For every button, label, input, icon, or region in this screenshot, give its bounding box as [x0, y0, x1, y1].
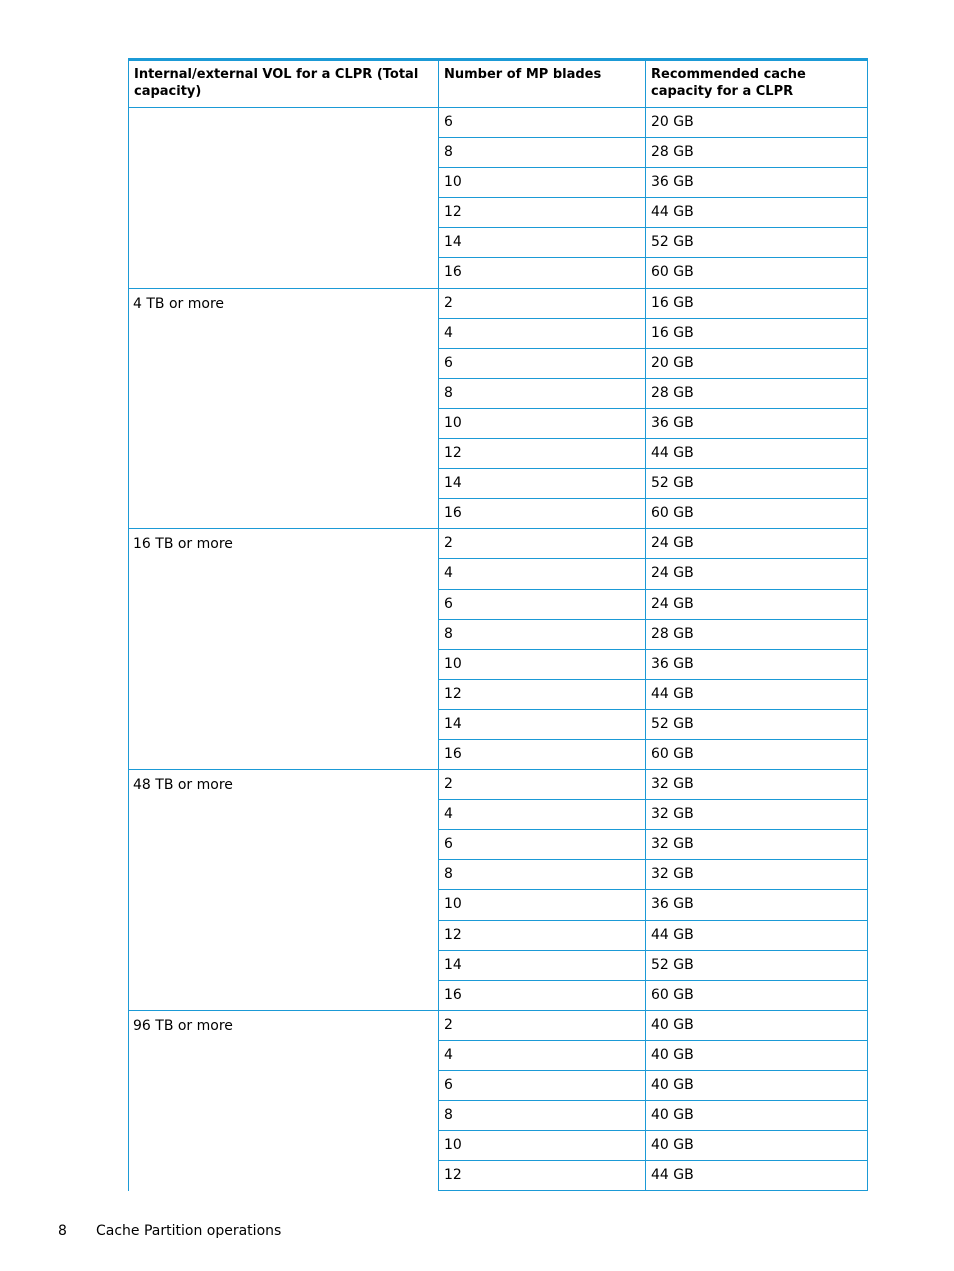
table-row: [439, 890, 868, 920]
cache-capacity-cell: 60 GB: [651, 505, 694, 522]
table-row: [439, 800, 868, 830]
capacity-cell: 48 TB or more: [128, 770, 439, 1011]
cache-capacity-cell: 32 GB: [651, 776, 694, 793]
table-row: [439, 409, 868, 439]
table-row: [439, 529, 868, 559]
mp-blades-cell: 4: [439, 800, 646, 829]
mp-blades-cell: 8: [439, 379, 646, 408]
mp-blades-cell: 16: [439, 740, 646, 769]
cache-capacity-cell: 16 GB: [651, 294, 694, 311]
mp-blades-cell: 12: [439, 439, 646, 468]
mp-blades-cell: 2: [439, 529, 646, 558]
mp-blades-cell: 4: [439, 559, 646, 588]
table-row: [439, 289, 868, 319]
table-body: [128, 108, 868, 1191]
table-row: [439, 1101, 868, 1131]
mp-blades-cell: 6: [439, 108, 646, 137]
table-row: [439, 439, 868, 469]
table-row: [439, 319, 868, 349]
cache-capacity-table: [128, 58, 868, 1191]
table-row: [439, 981, 868, 1011]
table-row: [439, 198, 868, 228]
mp-blades-cell: 14: [439, 469, 646, 498]
mp-blades-cell: 14: [439, 951, 646, 980]
cache-capacity-cell: 44 GB: [651, 1167, 694, 1184]
mp-blades-cell: 8: [439, 1101, 646, 1130]
cache-capacity-cell: 20 GB: [651, 354, 694, 371]
cache-capacity-cell: 40 GB: [651, 1046, 694, 1063]
table-row: [439, 1011, 868, 1041]
mp-blades-cell: 12: [439, 680, 646, 709]
capacity-cell: 16 TB or more: [128, 529, 439, 770]
cache-capacity-cell: 60 GB: [651, 986, 694, 1003]
capacity-group: [128, 108, 868, 289]
cache-capacity-cell: 52 GB: [651, 715, 694, 732]
capacity-cell: 96 TB or more: [128, 1011, 439, 1192]
table-row: [439, 921, 868, 951]
table-row: [439, 860, 868, 890]
table-row: [439, 1041, 868, 1071]
capacity-group: [128, 529, 868, 770]
blade-rows: [439, 529, 868, 770]
header-cache-capacity: Recommended cache capacity for a CLPR: [651, 67, 806, 99]
blade-rows: [439, 108, 868, 289]
cache-capacity-cell: 36 GB: [651, 655, 694, 672]
mp-blades-cell: 10: [439, 890, 646, 919]
cache-capacity-cell: 36 GB: [651, 174, 694, 191]
capacity-group: [128, 289, 868, 530]
mp-blades-cell: 10: [439, 650, 646, 679]
table-row: [439, 138, 868, 168]
mp-blades-cell: 12: [439, 198, 646, 227]
table-row: [439, 830, 868, 860]
cache-capacity-cell: 24 GB: [651, 595, 694, 612]
header-mp-blades: Number of MP blades: [439, 61, 646, 107]
mp-blades-cell: 16: [439, 981, 646, 1010]
table-row: [439, 499, 868, 529]
capacity-cell: 4 TB or more: [128, 289, 439, 530]
mp-blades-cell: 6: [439, 1071, 646, 1100]
mp-blades-cell: 10: [439, 409, 646, 438]
mp-blades-cell: 16: [439, 258, 646, 287]
table-row: [439, 1071, 868, 1101]
cache-capacity-cell: 16 GB: [651, 324, 694, 341]
table-row: [439, 590, 868, 620]
table-row: [439, 770, 868, 800]
table-row: [439, 710, 868, 740]
mp-blades-cell: 16: [439, 499, 646, 528]
blade-rows: [439, 1011, 868, 1192]
cache-capacity-cell: 44 GB: [651, 685, 694, 702]
blade-rows: [439, 770, 868, 1011]
cache-capacity-cell: 40 GB: [651, 1137, 694, 1154]
mp-blades-cell: 12: [439, 921, 646, 950]
table-row: [439, 379, 868, 409]
table-row: [439, 951, 868, 981]
table-row: [439, 620, 868, 650]
mp-blades-cell: 8: [439, 860, 646, 889]
cache-capacity-cell: 40 GB: [651, 1107, 694, 1124]
mp-blades-cell: 8: [439, 138, 646, 167]
cache-capacity-cell: 24 GB: [651, 535, 694, 552]
cache-capacity-cell: 44 GB: [651, 926, 694, 943]
mp-blades-cell: 14: [439, 228, 646, 257]
table-row: [439, 349, 868, 379]
mp-blades-cell: 2: [439, 1011, 646, 1040]
cache-capacity-cell: 32 GB: [651, 806, 694, 823]
cache-capacity-cell: 52 GB: [651, 475, 694, 492]
cache-capacity-cell: 40 GB: [651, 1016, 694, 1033]
mp-blades-cell: 8: [439, 620, 646, 649]
mp-blades-cell: 2: [439, 289, 646, 318]
cache-capacity-cell: 28 GB: [651, 144, 694, 161]
table-row: [439, 559, 868, 589]
page-footer: [58, 1223, 281, 1239]
cache-capacity-cell: 40 GB: [651, 1077, 694, 1093]
mp-blades-cell: 14: [439, 710, 646, 739]
cache-capacity-cell: 36 GB: [651, 896, 694, 913]
cache-capacity-cell: 32 GB: [651, 836, 694, 853]
page-number: 8: [58, 1223, 67, 1239]
capacity-group: [128, 1011, 868, 1192]
mp-blades-cell: 10: [439, 1131, 646, 1160]
mp-blades-cell: 6: [439, 590, 646, 619]
cache-capacity-cell: 28 GB: [651, 625, 694, 642]
mp-blades-cell: 2: [439, 770, 646, 799]
table-row: [439, 228, 868, 258]
blade-rows: [439, 289, 868, 530]
mp-blades-cell: 4: [439, 1041, 646, 1070]
cache-capacity-cell: 60 GB: [651, 745, 694, 762]
cache-capacity-cell: 52 GB: [651, 956, 694, 973]
mp-blades-cell: 10: [439, 168, 646, 197]
table-row: [439, 168, 868, 198]
table-row: [439, 650, 868, 680]
table-row: [439, 740, 868, 770]
table-header-row: [128, 61, 868, 108]
mp-blades-cell: 6: [439, 349, 646, 378]
header-capacity: Internal/external VOL for a CLPR (Total capacity): [129, 61, 439, 107]
table-row: [439, 258, 868, 288]
mp-blades-cell: 12: [439, 1161, 646, 1190]
cache-capacity-cell: 28 GB: [651, 384, 694, 401]
capacity-cell: [128, 108, 439, 289]
mp-blades-cell: 6: [439, 830, 646, 859]
cache-capacity-cell: 20 GB: [651, 114, 694, 130]
cache-capacity-cell: 36 GB: [651, 414, 694, 431]
table-row: [439, 1161, 868, 1191]
table-row: [439, 469, 868, 499]
capacity-group: [128, 770, 868, 1011]
cache-capacity-cell: 24 GB: [651, 565, 694, 582]
cache-capacity-cell: 60 GB: [651, 264, 694, 281]
section-title: Cache Partition operations: [96, 1223, 282, 1239]
table-row: [439, 1131, 868, 1161]
cache-capacity-cell: 52 GB: [651, 234, 694, 251]
cache-capacity-cell: 44 GB: [651, 445, 694, 462]
mp-blades-cell: 4: [439, 319, 646, 348]
cache-capacity-cell: 32 GB: [651, 866, 694, 883]
cache-capacity-cell: 44 GB: [651, 204, 694, 221]
table-row: [439, 680, 868, 710]
table-row: [439, 108, 868, 138]
